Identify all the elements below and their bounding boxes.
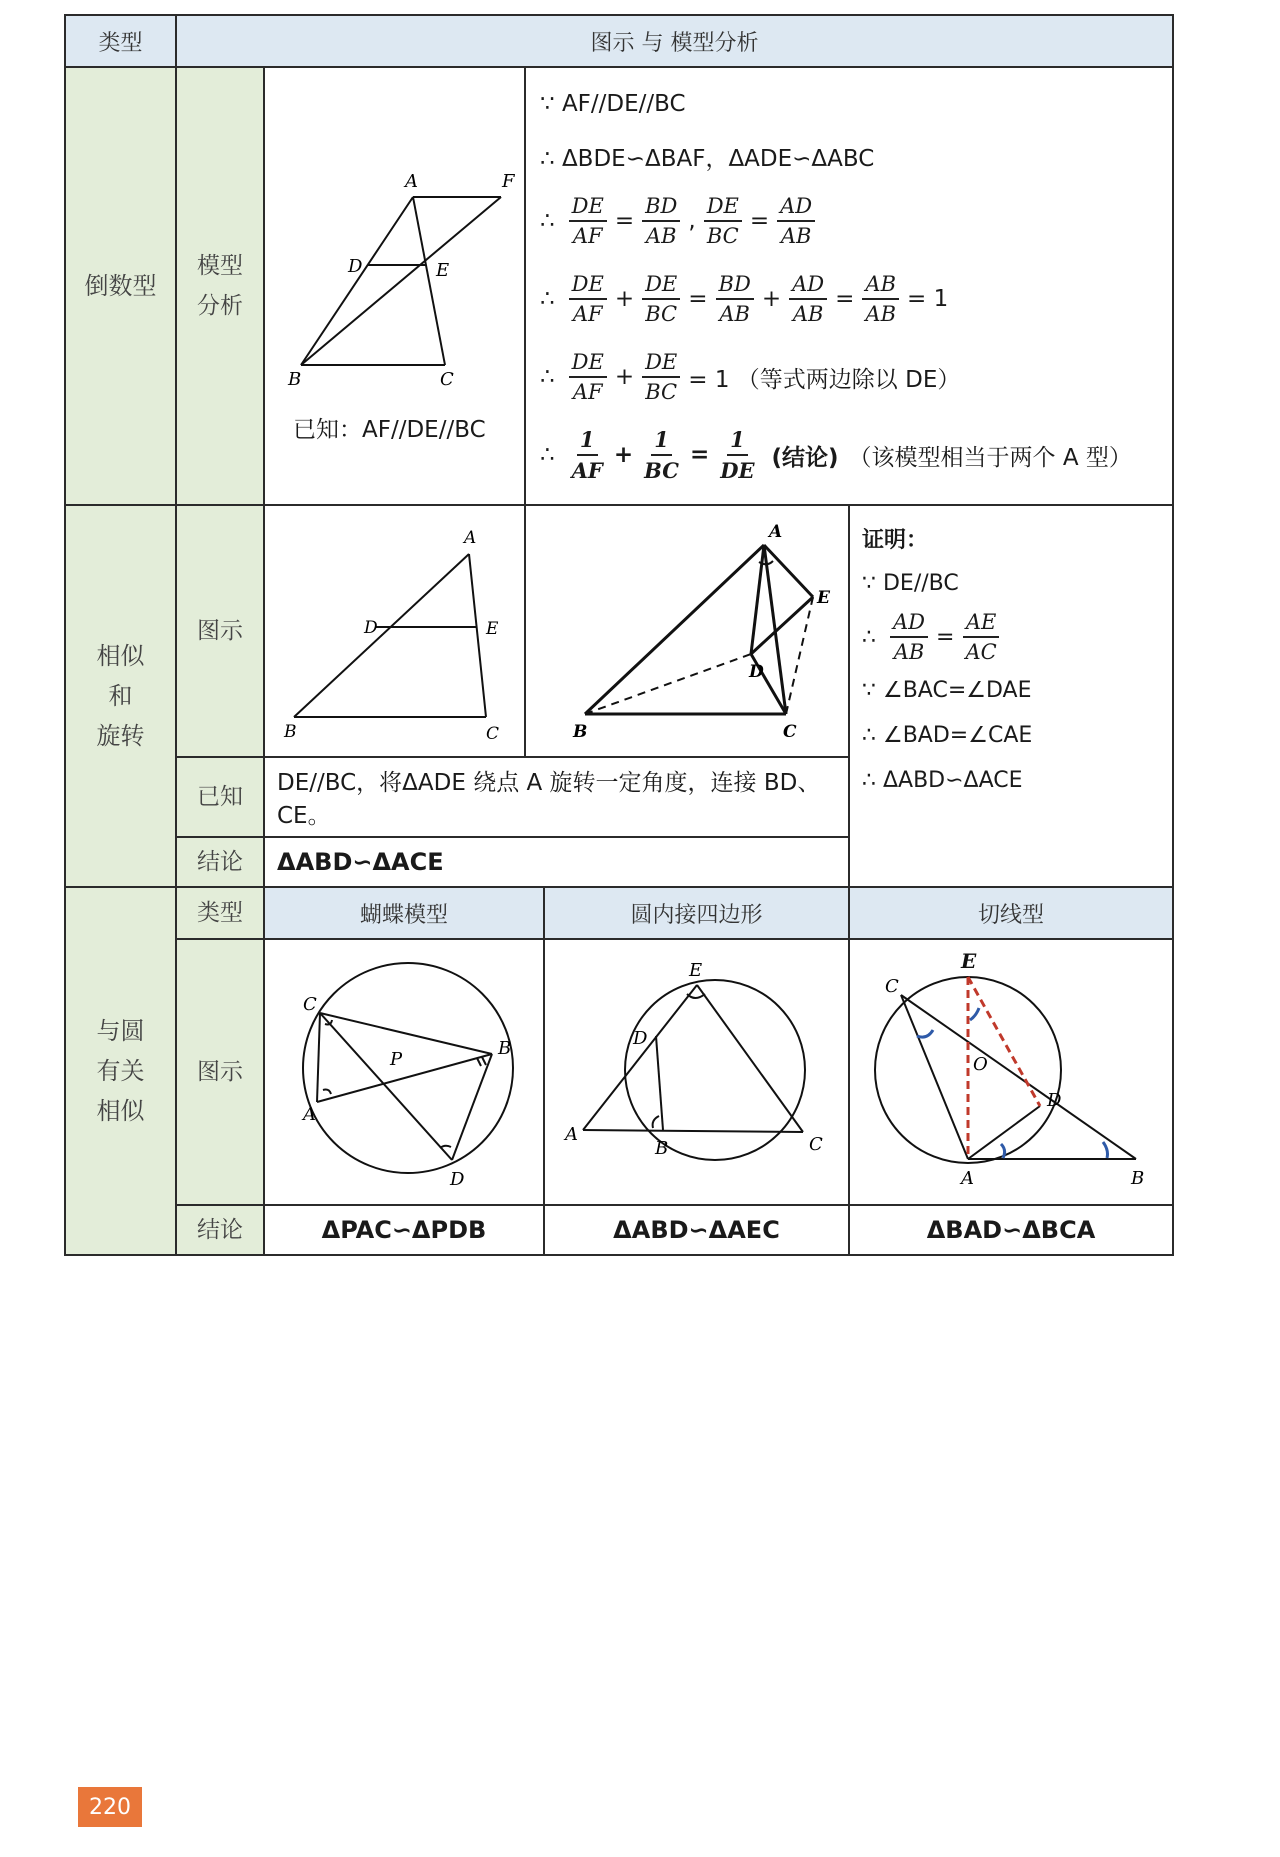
known-reciprocal: 已知：AF//DE//BC: [293, 416, 486, 443]
page-number: 220: [78, 1787, 142, 1827]
pt-A: A: [303, 1104, 316, 1125]
frac: [890, 610, 928, 664]
pt-E: E: [817, 587, 830, 608]
step-3: ∴ $\frac{DE}{AF}$ = $\frac{BD}{AB}$ , $\frac{DE}{BC}$ = $\frac{AD}{AB}$: [540, 182, 1158, 260]
butterfly-diagram: [265, 940, 545, 1200]
conclusion-tangent: ΔBAD∽ΔBCA: [849, 1205, 1173, 1255]
model-butterfly: 蝴蝶模型: [264, 887, 544, 939]
pt-A: A: [404, 170, 418, 192]
label-conclusion: 结论: [176, 837, 264, 887]
den: AF: [572, 380, 603, 404]
frac: [962, 610, 999, 664]
pt-A: A: [463, 527, 476, 548]
pt-C: C: [808, 1134, 823, 1155]
pt-C: C: [303, 994, 317, 1015]
label-figure: 图示: [176, 939, 264, 1205]
therefore-sign: ∴: [540, 208, 555, 234]
type-rotation: [65, 505, 176, 887]
proof-title: 证明：: [862, 528, 929, 553]
pt-A: A: [961, 1168, 974, 1189]
den: BC: [645, 380, 678, 404]
pt-B: B: [283, 721, 296, 742]
header-type: 类型: [65, 15, 176, 67]
pt-E: E: [435, 259, 449, 281]
den: AC: [965, 640, 997, 664]
step-5: ∴ $\frac{DE}{AF}$ + $\frac{DE}{BC}$ = 1 （等式两边除以 DE）: [540, 350, 961, 404]
label-model-analysis: [176, 67, 264, 505]
num: AD: [890, 610, 928, 638]
pt-E: E: [688, 960, 702, 981]
frac: [789, 272, 827, 326]
step-1: ∵ AF//DE//BC: [540, 91, 686, 117]
proof-line-3: ∵ ∠BAC=∠DAE: [862, 678, 1032, 703]
pt-D: D: [749, 661, 764, 682]
proof-block: [849, 505, 1173, 887]
type-line: 与圆: [96, 1017, 145, 1045]
num: DE: [642, 272, 680, 300]
pt-C: C: [885, 976, 899, 997]
model-cyclic-quad: 圆内接四边形: [544, 887, 849, 939]
frac: [862, 272, 899, 326]
den: AB: [893, 640, 925, 664]
tangent-diagram: [861, 940, 1161, 1200]
den: AB: [780, 224, 812, 248]
therefore-sign: ∴: [540, 364, 555, 390]
num: DE: [642, 350, 680, 378]
conclusion-tag: (结论): [771, 444, 839, 471]
type-line: 相似: [96, 642, 145, 670]
label-line-1: 模型: [197, 253, 243, 279]
equals-one: = 1: [907, 286, 949, 312]
model-tangent: 切线型: [849, 887, 1173, 939]
pt-B: B: [654, 1138, 668, 1159]
cyclic-quad-diagram: [547, 940, 847, 1200]
frac: [569, 194, 607, 248]
num: 1: [651, 427, 672, 456]
frac: [642, 272, 680, 326]
pt-B: B: [498, 1038, 512, 1059]
frac: [716, 272, 754, 326]
pt-E: E: [961, 949, 977, 973]
frac: [641, 427, 682, 483]
figure-rotation: [525, 505, 849, 757]
proof-line-5: ∴ ΔABD∽ΔACE: [862, 768, 1023, 793]
step-4: ∴ $\frac{DE}{AF}$ + $\frac{DE}{BC}$ = $\frac{BD}{AB}$ + $\frac{AD}{AB}$ = $\frac{AB}{AB}$ = 1: [540, 272, 949, 326]
therefore-sign: ∴: [540, 286, 555, 312]
pt-B: B: [1131, 1168, 1145, 1189]
frac: [569, 272, 607, 326]
den: AB: [865, 302, 897, 326]
num: BD: [716, 272, 754, 300]
num: DE: [569, 350, 607, 378]
den: AB: [792, 302, 824, 326]
type-circle: [65, 887, 176, 1255]
step-5-tail: = 1 （等式两边除以 DE）: [688, 366, 961, 393]
frac: [642, 194, 680, 248]
pt-C: C: [439, 368, 454, 389]
den: BC: [644, 458, 679, 483]
therefore-sign: ∴: [540, 442, 555, 468]
frac: [642, 350, 680, 404]
den: AF: [571, 458, 603, 483]
analysis-steps: [525, 67, 1173, 505]
header-main: 图示 与 模型分析: [176, 15, 1173, 67]
pt-D: D: [1047, 1090, 1062, 1111]
pt-F: F: [501, 170, 514, 192]
label-known: 已知: [176, 757, 264, 837]
pt-D: D: [450, 1169, 465, 1190]
step-6: ∴ $\frac{1}{AF}$ + $\frac{1}{BC}$ = $\frac{1}{DE}$ (结论) （该模型相当于两个 A 型）: [540, 427, 1132, 483]
proof-line-4: ∴ ∠BAD=∠CAE: [862, 723, 1033, 748]
pt-D: D: [632, 1028, 647, 1049]
proof-line-2: ∴ $\frac{AD}{AB}$ = $\frac{AE}{AC}$: [862, 606, 1160, 668]
num: DE: [569, 194, 607, 222]
label-conclusion: 结论: [176, 1205, 264, 1255]
figure-reciprocal: [264, 67, 525, 505]
den: AF: [572, 302, 603, 326]
frac: [777, 194, 815, 248]
step-2: ∴ ΔBDE∽ΔBAF，ΔADE∽ΔABC: [540, 145, 875, 172]
den: AB: [645, 224, 677, 248]
pt-D: D: [347, 255, 362, 277]
reciprocal-diagram: [266, 129, 524, 389]
num: 1: [727, 427, 748, 456]
pt-B: B: [287, 368, 301, 389]
pt-E: E: [485, 618, 498, 639]
num: AD: [789, 272, 827, 300]
num: AB: [862, 272, 899, 300]
pt-P: P: [390, 1049, 403, 1070]
pt-B: B: [573, 721, 588, 742]
similar-triangle-diagram: [266, 507, 524, 752]
num: AD: [777, 194, 815, 222]
conclusion-cyclic-quad: ΔABD∽ΔAEC: [544, 1205, 849, 1255]
frac: [569, 427, 606, 483]
conclusion-rotation: ΔABD∽ΔACE: [264, 837, 849, 887]
type-line: 有关: [96, 1057, 145, 1085]
type-reciprocal: 倒数型: [65, 67, 176, 505]
pt-A: A: [564, 1124, 578, 1145]
label-figure: 图示: [176, 505, 264, 757]
label-line-2: 分析: [197, 293, 243, 319]
num: DE: [704, 194, 742, 222]
num: 1: [577, 427, 598, 456]
den: BC: [645, 302, 678, 326]
type-line: 相似: [96, 1097, 145, 1125]
num: BD: [642, 194, 680, 222]
step-6-tail: （该模型相当于两个 A 型）: [848, 444, 1132, 471]
conclusion-butterfly: ΔPAC∽ΔPDB: [264, 1205, 544, 1255]
label-type: 类型: [176, 887, 264, 939]
type-line: 和: [108, 682, 133, 710]
pt-C: C: [783, 721, 797, 742]
pt-O: O: [973, 1054, 988, 1075]
frac: [704, 194, 742, 248]
den: AB: [719, 302, 750, 326]
figure-cyclic-quad: [544, 939, 849, 1205]
figure-butterfly: [264, 939, 544, 1205]
type-line: 旋转: [96, 722, 145, 750]
known-rotation: DE//BC，将ΔADE 绕点 A 旋转一定角度，连接 BD、CE。: [264, 757, 849, 837]
figure-tangent: [849, 939, 1173, 1205]
proof-line-1: ∵ DE//BC: [862, 571, 959, 596]
num: AE: [963, 610, 1000, 638]
figure-similar: [264, 505, 525, 757]
num: DE: [569, 272, 607, 300]
pt-A: A: [769, 521, 783, 542]
pt-D: D: [363, 617, 378, 638]
pt-C: C: [485, 723, 499, 744]
den: AF: [572, 224, 603, 248]
rotation-diagram: [527, 507, 847, 752]
model-table: [64, 14, 1174, 1256]
frac: [569, 350, 607, 404]
den: DE: [720, 458, 755, 483]
den: BC: [706, 224, 739, 248]
frac: [717, 427, 757, 483]
